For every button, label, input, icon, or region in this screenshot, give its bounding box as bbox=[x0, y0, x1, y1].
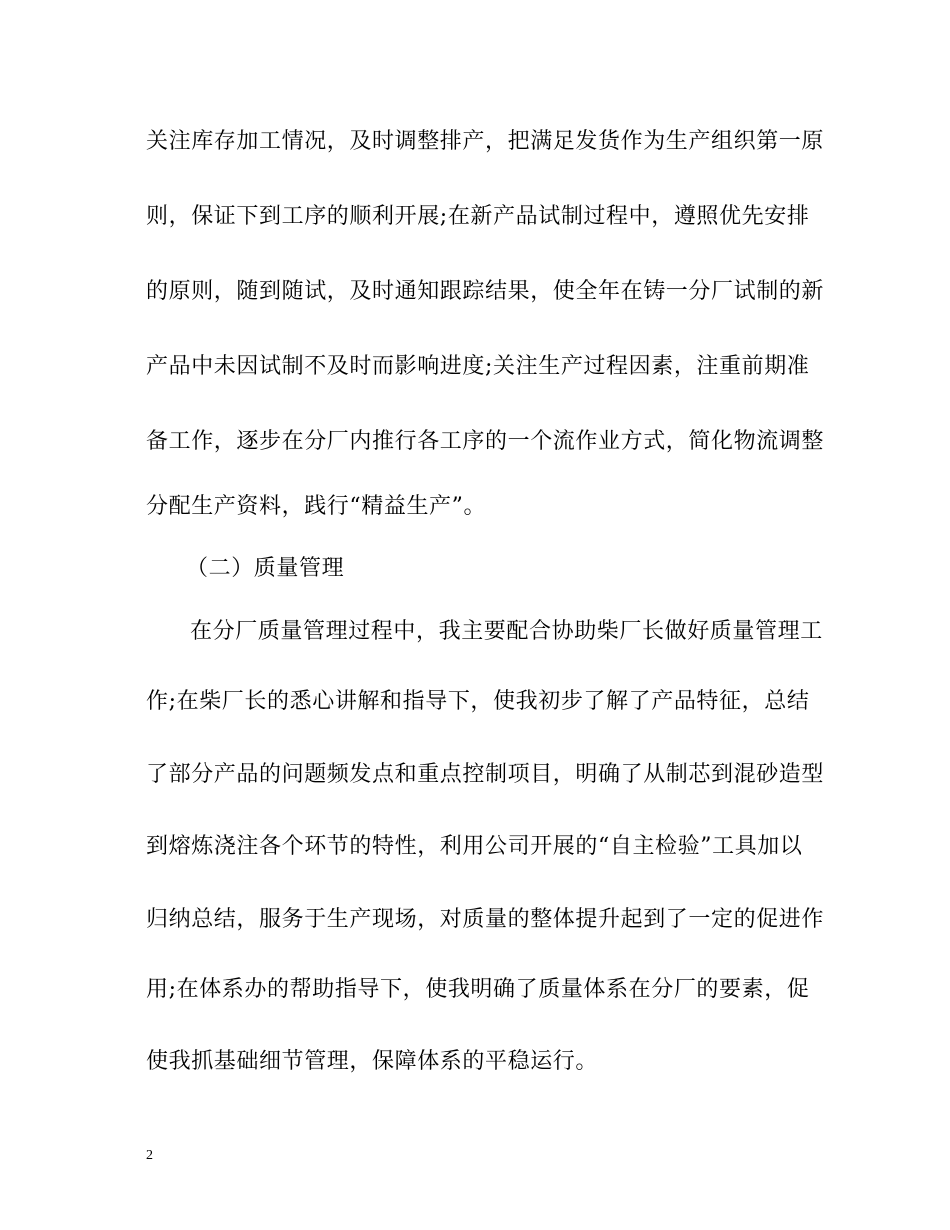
paragraph-2-line: 作;在柴厂长的悉心讲解和指导下，使我初步了解了产品特征，总结 bbox=[146, 689, 810, 714]
paragraph-1-line: 关注库存加工情况，及时调整排产，把满足发货作为生产组织第一原 bbox=[146, 129, 825, 154]
paragraph-1-line: 备工作，逐步在分厂内推行各工序的一个流作业方式，简化物流调整 bbox=[146, 429, 825, 454]
paragraph-2-line: 在分厂质量管理过程中，我主要配合协助柴厂长做好质量管理工 bbox=[190, 619, 823, 644]
paragraph-1-line: 产品中未因试制不及时而影响进度;关注生产过程因素，注重前期准 bbox=[146, 354, 810, 379]
section-heading: （二）质量管理 bbox=[186, 556, 345, 581]
paragraph-1-line: 的原则，随到随试，及时通知跟踪结果，使全年在铸一分厂试制的新 bbox=[146, 279, 825, 304]
paragraph-2-line: 到熔炼浇注各个环节的特性，利用公司开展的“自主检验”工具加以 bbox=[146, 834, 803, 859]
paragraph-1-line: 则，保证下到工序的顺利开展;在新产品试制过程中，遵照优先安排 bbox=[146, 204, 810, 229]
paragraph-2-line: 使我抓基础细节管理，保障体系的平稳运行。 bbox=[146, 1049, 599, 1074]
paragraph-1-line: 分配生产资料，践行“精益生产”。 bbox=[146, 494, 487, 519]
paragraph-2-line: 了部分产品的问题频发点和重点控制项目，明确了从制芯到混砂造型 bbox=[146, 762, 825, 787]
page-number: 2 bbox=[146, 1148, 153, 1163]
paragraph-2-line: 归纳总结，服务于生产现场，对质量的整体提升起到了一定的促进作 bbox=[146, 907, 825, 932]
paragraph-2-line: 用;在体系办的帮助指导下，使我明确了质量体系在分厂的要素，促 bbox=[146, 977, 810, 1002]
